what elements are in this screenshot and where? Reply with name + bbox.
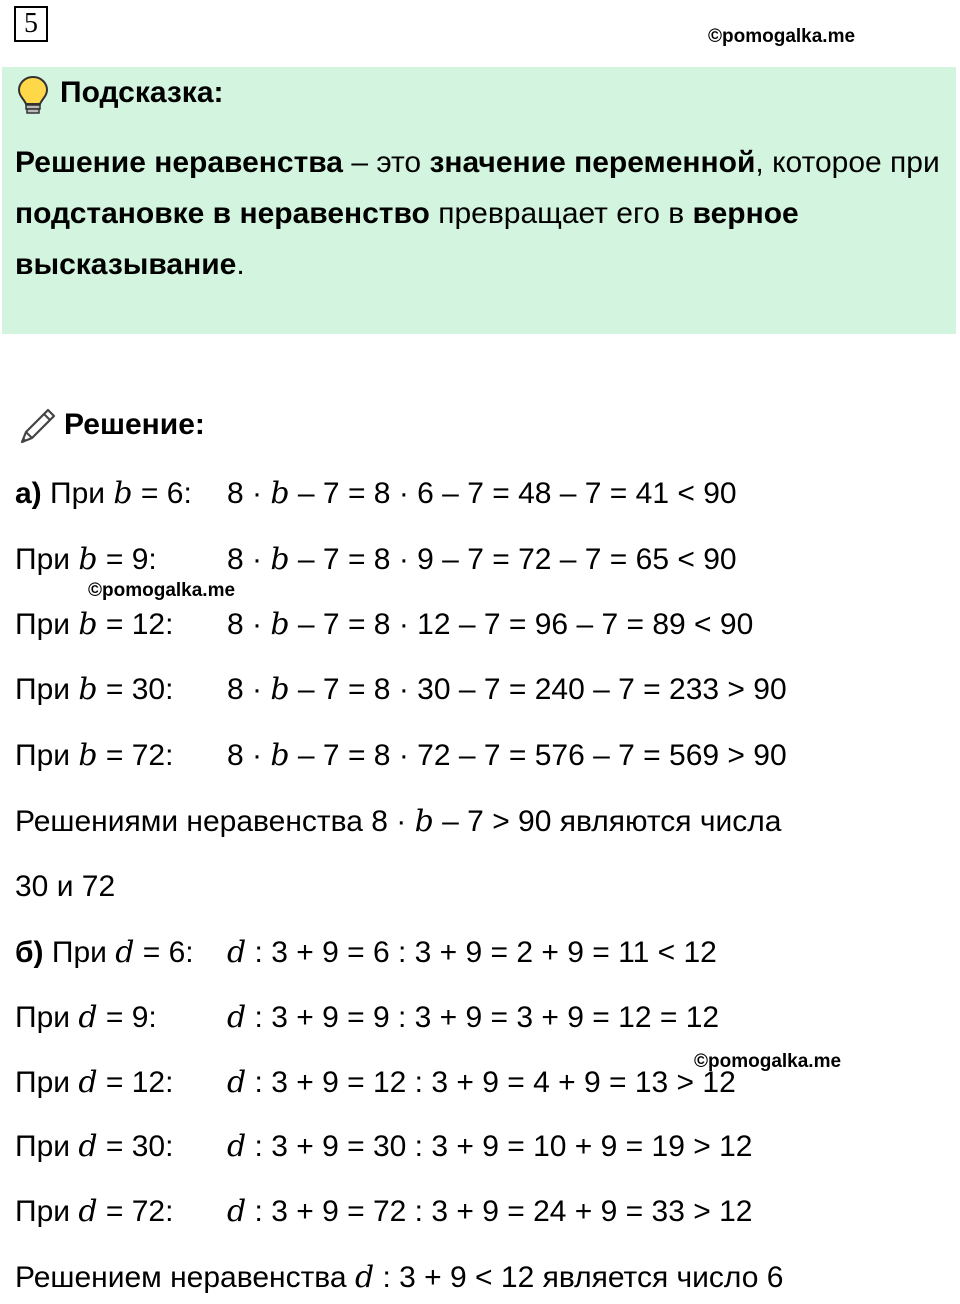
row-value: = 9: bbox=[97, 1001, 157, 1034]
task-number: 5 bbox=[14, 6, 48, 42]
variable: b bbox=[78, 542, 98, 577]
row-prefix: При bbox=[15, 608, 79, 641]
row-value: = 30: bbox=[97, 673, 174, 706]
variable: d bbox=[227, 1194, 247, 1229]
row-prefix: При bbox=[15, 739, 79, 772]
row-value: = 6: bbox=[134, 936, 194, 969]
conclusion-text: – 7 > 90 являются числа bbox=[433, 805, 782, 838]
variable: b bbox=[270, 542, 290, 577]
conclusion-a-line2: 30 и 72 bbox=[15, 870, 116, 903]
variable: d bbox=[78, 1065, 98, 1100]
watermark: ©pomogalka.me bbox=[708, 26, 856, 47]
variable: b bbox=[270, 607, 290, 642]
variable: b bbox=[270, 672, 290, 707]
variable: b bbox=[78, 738, 98, 773]
equation-part: : 3 + 9 = 12 : 3 + 9 = 4 + 9 = 13 > 12 bbox=[246, 1066, 736, 1099]
hint-text-part: , которое при bbox=[755, 146, 940, 179]
variable: d bbox=[115, 935, 135, 970]
equation-part: – 7 = 8 · 72 – 7 = 576 – 7 = 569 > 90 bbox=[289, 739, 787, 772]
variable: d bbox=[227, 935, 247, 970]
variable: b bbox=[78, 607, 98, 642]
equation-part: : 3 + 9 = 30 : 3 + 9 = 10 + 9 = 19 > 12 bbox=[246, 1130, 753, 1163]
equation-part: 8 · bbox=[227, 477, 271, 510]
equation-part: – 7 = 8 · 12 – 7 = 96 – 7 = 89 < 90 bbox=[289, 608, 754, 641]
variable: b bbox=[270, 476, 290, 511]
variable: d bbox=[78, 1194, 98, 1229]
equation-part: – 7 = 8 · 9 – 7 = 72 – 7 = 65 < 90 bbox=[289, 543, 737, 576]
equation-part: – 7 = 8 · 30 – 7 = 240 – 7 = 233 > 90 bbox=[289, 673, 787, 706]
equation-part: 8 · bbox=[227, 543, 271, 576]
row-prefix: При bbox=[15, 1066, 79, 1099]
hint-text-part: превращает его в bbox=[429, 197, 693, 230]
hint-term: верное высказывание bbox=[15, 197, 799, 281]
watermark: ©pomogalka.me bbox=[88, 580, 236, 601]
row-prefix: При bbox=[15, 673, 79, 706]
equation-part: : 3 + 9 = 72 : 3 + 9 = 24 + 9 = 33 > 12 bbox=[246, 1195, 753, 1228]
variable: b bbox=[78, 672, 98, 707]
hint-term: Решение неравенства bbox=[15, 146, 343, 179]
solution-row bbox=[15, 933, 717, 973]
conclusion-a bbox=[15, 802, 781, 842]
variable: d bbox=[227, 1000, 247, 1035]
conclusion-text: Решением неравенства bbox=[15, 1261, 355, 1294]
solution-row bbox=[15, 1192, 753, 1232]
part-marker: б) bbox=[15, 936, 44, 969]
solution-row bbox=[15, 670, 787, 710]
conclusion-text: : 3 + 9 < 12 является число 6 bbox=[374, 1261, 784, 1294]
row-value: = 12: bbox=[97, 608, 174, 641]
row-prefix: При bbox=[15, 543, 79, 576]
hint-text-part: – это bbox=[343, 146, 430, 179]
solution-row bbox=[15, 474, 737, 514]
variable: d bbox=[354, 1260, 375, 1295]
row-value: = 9: bbox=[97, 543, 157, 576]
variable: b bbox=[414, 804, 434, 839]
row-value: = 30: bbox=[97, 1130, 174, 1163]
variable: d bbox=[227, 1129, 247, 1164]
hint-title: Подсказка: bbox=[60, 76, 224, 109]
equation-part: : 3 + 9 = 9 : 3 + 9 = 3 + 9 = 12 = 12 bbox=[246, 1001, 720, 1034]
solution-row bbox=[15, 540, 737, 580]
part-marker: а) bbox=[15, 477, 42, 510]
hint-text-part: . bbox=[236, 248, 245, 281]
equation-part: 8 · bbox=[227, 739, 271, 772]
row-value: = 12: bbox=[97, 1066, 174, 1099]
variable: b bbox=[113, 476, 133, 511]
lightbulb-icon bbox=[16, 74, 50, 116]
variable: d bbox=[78, 1129, 98, 1164]
row-value: = 72: bbox=[97, 739, 174, 772]
equation-part: 8 · bbox=[227, 673, 271, 706]
equation-part: : 3 + 9 = 6 : 3 + 9 = 2 + 9 = 11 < 12 bbox=[246, 936, 717, 969]
row-value: = 72: bbox=[97, 1195, 174, 1228]
conclusion-text: Решениями неравенства 8 · bbox=[15, 805, 415, 838]
hint-term: подстановке в неравенство bbox=[15, 197, 430, 230]
row-prefix: При bbox=[50, 477, 114, 510]
hint-term: значение переменной bbox=[429, 146, 756, 179]
solution-row bbox=[15, 736, 787, 776]
equation-part: 8 · bbox=[227, 608, 271, 641]
solution-row bbox=[15, 1063, 736, 1103]
solution-row bbox=[15, 1127, 753, 1167]
row-prefix: При bbox=[15, 1130, 79, 1163]
variable: b bbox=[270, 738, 290, 773]
row-prefix: При bbox=[15, 1001, 79, 1034]
variable: d bbox=[227, 1065, 247, 1100]
pencil-icon bbox=[16, 404, 60, 448]
solution-title: Решение: bbox=[64, 408, 205, 441]
row-value: = 6: bbox=[132, 477, 192, 510]
row-prefix: При bbox=[15, 1195, 79, 1228]
equation-part: – 7 = 8 · 6 – 7 = 48 – 7 = 41 < 90 bbox=[289, 477, 737, 510]
hint-text bbox=[15, 137, 950, 290]
watermark: ©pomogalka.me bbox=[694, 1051, 842, 1072]
solution-row bbox=[15, 605, 754, 645]
row-prefix: При bbox=[51, 936, 116, 969]
conclusion-b bbox=[15, 1258, 783, 1298]
solution-row bbox=[15, 998, 720, 1038]
variable: d bbox=[78, 1000, 98, 1035]
